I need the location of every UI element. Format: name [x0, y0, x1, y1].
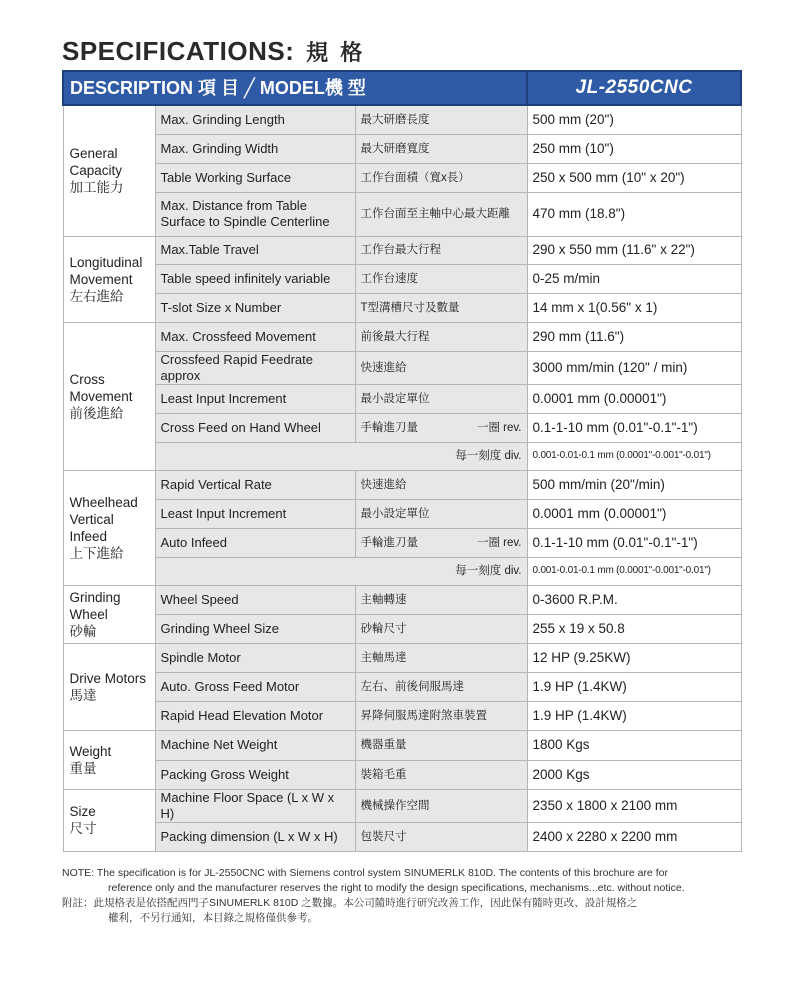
table-row [63, 643, 741, 672]
note-zh-line-2: 權利，不另行通知，本目錄之規格僅供參考。 [108, 912, 318, 924]
spec-item-zh [355, 822, 527, 851]
category-label-line: Grinding [69, 589, 121, 605]
table-row [63, 134, 741, 163]
category-label [63, 470, 155, 585]
spec-value: 0.001-0.01-0.1 mm (0.0001"-0.001"-0.01") [527, 557, 741, 585]
spec-item: Table Working Surface [155, 163, 355, 192]
table-row [63, 822, 741, 851]
table-row [63, 442, 741, 470]
spec-item: Rapid Head Elevation Motor [155, 701, 355, 730]
spec-item-zh-text: 包裝尺寸 [360, 830, 407, 843]
header-model: JL-2550CNC [527, 71, 741, 105]
spec-item-zh-text: 前後最大行程 [360, 330, 430, 343]
spec-item-zh-text: 工作台最大行程 [360, 244, 441, 256]
spec-item-zh [355, 351, 527, 384]
table-row [63, 470, 741, 499]
category-label-line: 前後進給 [69, 405, 124, 421]
category-label-line: Capacity [69, 163, 123, 179]
spec-item-zh-text: 主軸轉速 [360, 593, 407, 606]
spec-item-zh [355, 730, 527, 760]
spec-item-zh-text: 最小設定單位 [360, 392, 430, 405]
category-label [63, 730, 155, 789]
category-label-line: Infeed [69, 528, 108, 544]
table-row [63, 499, 741, 528]
category-label-line: 左右進給 [69, 288, 124, 304]
spec-value: 500 mm/min (20"/min) [527, 470, 741, 499]
spec-item: Grinding Wheel Size [155, 614, 355, 643]
spec-value: 0-25 m/min [527, 264, 741, 293]
spec-item-zh-text: 工作台面積（寬x長） [360, 171, 470, 184]
category-label-line: Vertical [69, 511, 114, 527]
spec-table [62, 70, 742, 852]
spec-value: 0.0001 mm (0.00001") [527, 384, 741, 413]
category-label-line: Wheelhead [69, 494, 138, 510]
spec-item-zh-text: 工作台速度 [360, 272, 418, 285]
spec-item-zh [355, 470, 527, 499]
spec-item-zh [355, 528, 527, 557]
category-label-line: Wheel [69, 606, 108, 622]
spec-item-line: Max. Distance from Table [160, 198, 307, 213]
spec-item-zh [355, 264, 527, 293]
spec-item: Packing dimension (L x W x H) [155, 822, 355, 851]
spec-item-zh [355, 105, 527, 134]
table-row [63, 293, 741, 322]
spec-item: Auto. Gross Feed Motor [155, 672, 355, 701]
spec-value: 2000 Kgs [527, 760, 741, 789]
spec-value: 2400 x 2280 x 2200 mm [527, 822, 741, 851]
spec-item-zh [355, 701, 527, 730]
page-title-en: SPECIFICATIONS: [62, 36, 295, 66]
spec-item-zh-text: 工作台面至主軸中心最大距離 [360, 208, 510, 220]
category-label-line: 重量 [69, 760, 97, 776]
per-revolution-label: 一圈 rev. [476, 536, 522, 549]
spec-item: Max. Crossfeed Movement [155, 322, 355, 351]
spec-item: Crossfeed Rapid Feedrate approx [155, 351, 355, 384]
spec-value: 0.1-1-10 mm (0.01"-0.1"-1") [527, 413, 741, 442]
spec-item: Packing Gross Weight [155, 760, 355, 789]
category-label [63, 585, 155, 643]
spec-item-zh [355, 384, 527, 413]
spec-value: 1.9 HP (1.4KW) [527, 701, 741, 730]
spec-item-zh-text: 最大研磨寬度 [360, 142, 430, 155]
note-en-line-2: reference only and the manufacturer reserves the right to modify the design specifications, mechanisms...etc. without notice. [108, 882, 685, 894]
category-label-line: Movement [69, 388, 133, 404]
spec-value: 1800 Kgs [527, 730, 741, 760]
table-row [63, 730, 741, 760]
table-row [63, 701, 741, 730]
spec-item-zh [355, 643, 527, 672]
spec-value: 3000 mm/min (120" / min) [527, 351, 741, 384]
spec-item-zh-text: 手輪進刀量 [360, 536, 418, 549]
spec-item-zh [355, 760, 527, 789]
category-label-line: 馬達 [69, 687, 97, 703]
header-description: DESCRIPTION 項 目 ╱ MODEL機 型 [63, 71, 527, 105]
spec-item-zh-text: 機械操作空間 [360, 799, 430, 812]
spec-value: 0.001-0.01-0.1 mm (0.0001"-0.001"-0.01") [527, 442, 741, 470]
spec-item-zh [355, 614, 527, 643]
spec-item-zh [355, 322, 527, 351]
spec-value: 290 mm (11.6") [527, 322, 741, 351]
category-label-line: Cross [69, 371, 105, 387]
spec-item-zh-text: 左右、前後伺服馬達 [360, 680, 464, 693]
spec-item: Max. Grinding Width [155, 134, 355, 163]
table-row [63, 105, 741, 134]
table-row [63, 528, 741, 557]
table-row [63, 264, 741, 293]
category-label [63, 643, 155, 730]
spec-item-zh [355, 789, 527, 822]
spec-value: 500 mm (20") [527, 105, 741, 134]
spec-value: 250 mm (10") [527, 134, 741, 163]
category-label [63, 105, 155, 236]
table-row [63, 614, 741, 643]
spec-value: 255 x 19 x 50.8 [527, 614, 741, 643]
table-header-row [63, 71, 741, 105]
table-row [63, 322, 741, 351]
note-en-line-1: NOTE: The specification is for JL-2550CNC with Siemens control system SINUMERLK 810D. The contents of this brochure are for [62, 867, 668, 879]
table-row [63, 585, 741, 614]
spec-item-zh [355, 672, 527, 701]
table-row [63, 351, 741, 384]
footnote [62, 866, 762, 926]
spec-item-zh [355, 134, 527, 163]
spec-value: 14 mm x 1(0.56" x 1) [527, 293, 741, 322]
category-label-line: 上下進給 [69, 545, 124, 561]
spec-item-zh-text: 最大研磨長度 [360, 113, 430, 126]
spec-item-zh-text: 主軸馬達 [360, 651, 407, 664]
note-zh-line-1: 附註：此規格表是依搭配西門子SINUMERLK 810D 之數據。本公司隨時進行研究改善工作，因此保有隨時更改、設計規格之 [62, 897, 638, 909]
spec-item-zh [355, 499, 527, 528]
spec-item: Max. Grinding Length [155, 105, 355, 134]
spec-item-zh-text: 機器重量 [360, 739, 407, 751]
page-title-zh: 規 格 [306, 40, 366, 65]
spec-value: 12 HP (9.25KW) [527, 643, 741, 672]
category-label-line: Size [69, 804, 96, 819]
spec-item-zh [355, 192, 527, 236]
per-division-label: 每一刻度 div. [155, 442, 527, 470]
spec-value: 1.9 HP (1.4KW) [527, 672, 741, 701]
spec-item-zh-text: 最小設定單位 [360, 507, 430, 520]
table-row [63, 557, 741, 585]
category-label-line: 尺寸 [69, 821, 97, 836]
per-revolution-label: 一圈 rev. [476, 421, 522, 434]
spec-item-zh-text: 手輪進刀量 [360, 421, 418, 434]
spec-item-zh-text: 快速進給 [360, 361, 407, 374]
spec-item: Least Input Increment [155, 499, 355, 528]
table-row [63, 672, 741, 701]
table-row [63, 236, 741, 264]
spec-item-zh-text: T型溝槽尺寸及數量 [360, 301, 460, 314]
category-label-line: 加工能力 [69, 180, 124, 196]
spec-item-zh [355, 413, 527, 442]
spec-value: 0-3600 R.P.M. [527, 585, 741, 614]
spec-item-zh-text: 砂輪尺寸 [360, 622, 407, 635]
spec-item-zh [355, 163, 527, 192]
spec-value: 250 x 500 mm (10" x 20") [527, 163, 741, 192]
spec-item [155, 192, 355, 236]
spec-item: T-slot Size x Number [155, 293, 355, 322]
spec-item: Auto Infeed [155, 528, 355, 557]
spec-item: Rapid Vertical Rate [155, 470, 355, 499]
spec-value: 470 mm (18.8") [527, 192, 741, 236]
spec-item-line: Surface to Spindle Centerline [160, 214, 330, 229]
category-label-line: Longitudinal [69, 254, 143, 270]
table-row [63, 384, 741, 413]
spec-item: Machine Floor Space (L x W x H) [155, 789, 355, 822]
spec-item-zh-text: 快速進給 [360, 478, 407, 491]
table-row [63, 413, 741, 442]
spec-value: 0.0001 mm (0.00001") [527, 499, 741, 528]
spec-item-zh [355, 293, 527, 322]
table-row [63, 760, 741, 789]
spec-item-zh [355, 585, 527, 614]
category-label-line: General [69, 146, 118, 162]
category-label-line: Movement [69, 271, 133, 287]
table-row [63, 789, 741, 822]
per-division-label: 每一刻度 div. [155, 557, 527, 585]
table-row [63, 163, 741, 192]
spec-item: Least Input Increment [155, 384, 355, 413]
spec-item-zh [355, 236, 527, 264]
category-label [63, 322, 155, 470]
table-row [63, 192, 741, 236]
category-label [63, 789, 155, 851]
category-label-line: Drive Motors [69, 670, 147, 686]
spec-item-zh-text: 裝箱毛重 [360, 768, 407, 781]
spec-item: Table speed infinitely variable [155, 264, 355, 293]
spec-item: Cross Feed on Hand Wheel [155, 413, 355, 442]
spec-value: 2350 x 1800 x 2100 mm [527, 789, 741, 822]
spec-value: 0.1-1-10 mm (0.01"-0.1"-1") [527, 528, 741, 557]
category-label-line: Weight [69, 743, 112, 759]
spec-value: 290 x 550 mm (11.6" x 22") [527, 236, 741, 264]
page-title [62, 36, 365, 67]
spec-item: Wheel Speed [155, 585, 355, 614]
spec-item: Max.Table Travel [155, 236, 355, 264]
category-label [63, 236, 155, 322]
category-label-line: 砂輪 [69, 623, 97, 639]
spec-item: Machine Net Weight [155, 730, 355, 760]
spec-item: Spindle Motor [155, 643, 355, 672]
spec-item-zh-text: 昇降伺服馬達附煞車裝置 [360, 709, 487, 722]
